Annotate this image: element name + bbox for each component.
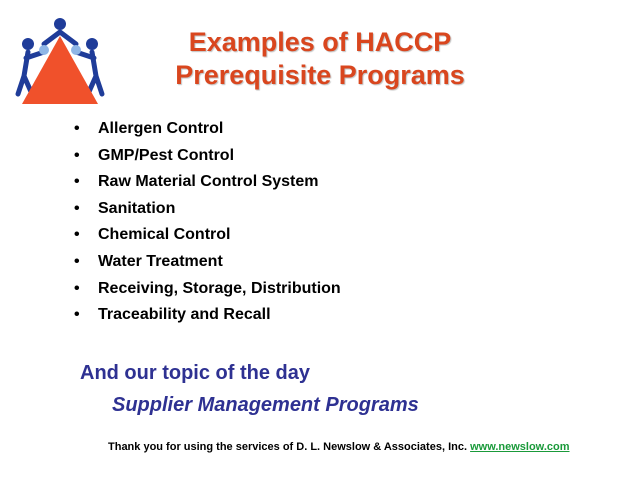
page-title: [130, 26, 510, 92]
haccp-triangle-logo-icon: [14, 14, 106, 110]
title-line-1: Examples of HACCP: [188, 27, 452, 57]
topic-heading: And our topic of the day: [80, 362, 310, 384]
list-item: • Receiving, Storage, Distribution: [72, 276, 341, 303]
list-item: • Water Treatment: [72, 249, 341, 276]
prerequisite-program-list: [72, 116, 341, 329]
title-line-2: Prerequisite Programs: [175, 60, 465, 90]
list-item: • Traceability and Recall: [72, 302, 341, 329]
footer-text: Thank you for using the services of D. L. Newslow & Associates, Inc.: [108, 441, 468, 453]
list-item: • Chemical Control: [72, 222, 341, 249]
subtopic-heading: Supplier Management Programs: [112, 394, 419, 416]
list-item: • Raw Material Control System: [72, 169, 341, 196]
list-item: • GMP/Pest Control: [72, 143, 341, 170]
footer: [108, 441, 570, 453]
list-item: • Sanitation: [72, 196, 341, 223]
list-item: • Allergen Control: [72, 116, 341, 143]
footer-link[interactable]: www.newslow.com: [470, 441, 570, 453]
